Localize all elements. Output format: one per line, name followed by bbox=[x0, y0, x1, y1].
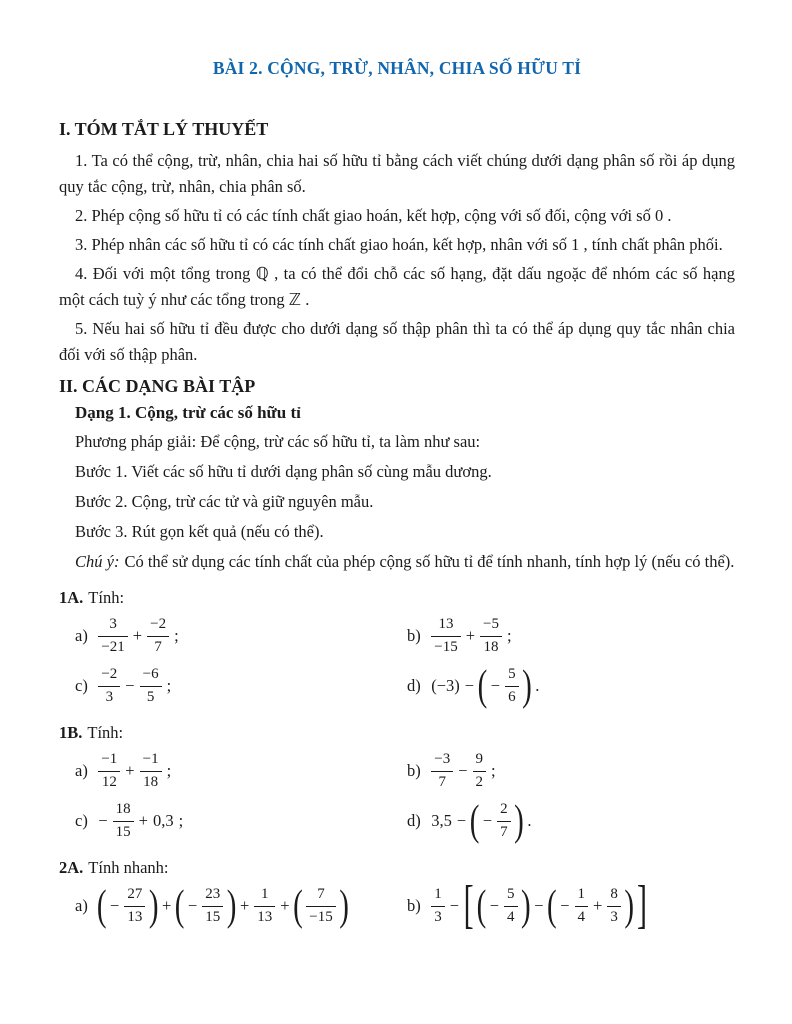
fraction: $\frac{8}{3}$ bbox=[607, 885, 621, 927]
exercise-2a-prompt: Tính nhanh: bbox=[88, 858, 169, 877]
exercise-1a-grid bbox=[75, 612, 735, 710]
theory-item-4: 4. Đối với một tổng trong ℚ , ta có thể đổi chỗ các số hạng, đặt dấu ngoặc để nhóm các số hạng một cách tuỳ ý như các tổng trong ℤ . bbox=[59, 264, 735, 309]
math-item-1a-d: d) (−3) − ( − $\frac{5}{6}$ ) . bbox=[407, 661, 540, 710]
math-item-2a-a: a) ( − $\frac{27}{13}$ ) + ( − $\frac{23}{15}$ ) + $\frac{1}{13}$ + ( $\frac{7}{-15}$ ) bbox=[75, 881, 349, 930]
fraction: $\frac{1}{3}$ bbox=[431, 885, 445, 927]
fraction: $\frac{-3}{7}$ bbox=[431, 750, 453, 792]
method-intro: Phương pháp giải: Để cộng, trừ các số hữu tỉ, ta làm như sau: bbox=[75, 432, 481, 451]
theory-item-5: 5. Nếu hai số hữu tỉ đều được cho dưới dạng số thập phân thì ta có thể áp dụng quy tắc nhân chia đối với số thập phân. bbox=[59, 319, 735, 364]
note-paragraph bbox=[59, 549, 735, 575]
fraction: $\frac{3}{-21}$ bbox=[98, 615, 127, 657]
math-item-1b-c: c) − $\frac{18}{15}$ + 0,3 ; bbox=[75, 797, 407, 845]
fraction: $\frac{9}{2}$ bbox=[473, 750, 487, 792]
section1-heading: I. TÓM TẮT LÝ THUYẾT bbox=[59, 119, 269, 139]
exercise-2a-label: 2A. bbox=[59, 858, 84, 877]
exercise-1a-label: 1A. bbox=[59, 588, 84, 607]
exercise-1b-prompt: Tính: bbox=[87, 723, 124, 742]
exercise-1b-heading bbox=[59, 720, 735, 745]
note-text: Có thể sử dụng các tính chất của phép cộng số hữu tỉ để tính nhanh, tính hợp lý (nếu có thể). bbox=[124, 552, 735, 571]
fraction: $\frac{7}{-15}$ bbox=[306, 885, 335, 927]
fraction: $\frac{-5}{18}$ bbox=[480, 615, 502, 657]
fraction: $\frac{27}{13}$ bbox=[124, 885, 145, 927]
fraction: $\frac{-2}{3}$ bbox=[98, 665, 120, 707]
math-item-1b-b: b) $\frac{-3}{7}$ − $\frac{9}{2}$ ; bbox=[407, 747, 735, 795]
math-item-1a-c: c) $\frac{-2}{3}$ − $\frac{-6}{5}$ ; bbox=[75, 662, 407, 710]
page-title: BÀI 2. CỘNG, TRỪ, NHÂN, CHIA SỐ HỮU TỈ bbox=[212, 58, 582, 78]
theory-item-2: 2. Phép cộng số hữu tỉ có các tính chất giao hoán, kết hợp, cộng với số đối, cộng với số 0 . bbox=[75, 206, 672, 225]
math-item-1b-a: a) $\frac{-1}{12}$ + $\frac{-1}{18}$ ; bbox=[75, 747, 407, 795]
math-item-1a-b: b) $\frac{13}{-15}$ + $\frac{-5}{18}$ ; bbox=[407, 612, 735, 660]
fraction: $\frac{18}{15}$ bbox=[113, 800, 134, 842]
method-step-1: Bước 1. Viết các số hữu tỉ dưới dạng phân số cùng mẫu dương. bbox=[75, 462, 492, 481]
method-step-2: Bước 2. Cộng, trừ các tử và giữ nguyên mẫu. bbox=[75, 492, 374, 511]
method-step-3: Bước 3. Rút gọn kết quả (nếu có thể). bbox=[75, 522, 324, 541]
exercise-1a-heading bbox=[59, 585, 735, 610]
theory-list bbox=[59, 148, 735, 368]
theory-item-1: 1. Ta có thể cộng, trừ, nhân, chia hai số hữu tỉ bằng cách viết chúng dưới dạng phân số rồi áp dụng quy tắc cộng, trừ, nhân, chia phân số. bbox=[59, 151, 735, 196]
fraction: $\frac{23}{15}$ bbox=[202, 885, 223, 927]
exercise-1a-prompt: Tính: bbox=[88, 588, 125, 607]
fraction: $\frac{-6}{5}$ bbox=[140, 665, 162, 707]
note-label: Chú ý: bbox=[75, 552, 120, 571]
math-item-1b-d: d) 3,5 − ( − $\frac{2}{7}$ ) . bbox=[407, 796, 532, 845]
exercise-1b-grid bbox=[75, 747, 735, 845]
fraction: $\frac{5}{4}$ bbox=[504, 885, 518, 927]
math-item-2a-b: b) $\frac{1}{3}$ − [ ( − $\frac{5}{4}$ ) − ( − $\frac{1}{4}$ + $\frac{8}{3}$ ) ] bbox=[407, 876, 647, 934]
section2-heading: II. CÁC DẠNG BÀI TẬP bbox=[59, 376, 256, 396]
fraction: $\frac{-1}{18}$ bbox=[140, 750, 162, 792]
fraction: $\frac{5}{6}$ bbox=[505, 665, 519, 707]
fraction: $\frac{-1}{12}$ bbox=[98, 750, 120, 792]
exercise-2a-heading bbox=[59, 855, 735, 880]
fraction: $\frac{1}{13}$ bbox=[254, 885, 275, 927]
math-item-1a-a: a) $\frac{3}{-21}$ + $\frac{-2}{7}$ ; bbox=[75, 612, 407, 660]
method-block bbox=[59, 429, 735, 544]
exercise-1b-label: 1B. bbox=[59, 723, 83, 742]
fraction: $\frac{-2}{7}$ bbox=[147, 615, 169, 657]
dang1-heading: Dạng 1. Cộng, trừ các số hữu tỉ bbox=[75, 403, 301, 422]
fraction: $\frac{2}{7}$ bbox=[497, 800, 511, 842]
fraction: $\frac{13}{-15}$ bbox=[431, 615, 460, 657]
exercise-2a-grid bbox=[75, 876, 735, 934]
theory-item-3: 3. Phép nhân các số hữu tỉ có các tính chất giao hoán, kết hợp, nhân với số 1 , tính chất phân phối. bbox=[75, 235, 723, 254]
fraction: $\frac{1}{4}$ bbox=[575, 885, 589, 927]
